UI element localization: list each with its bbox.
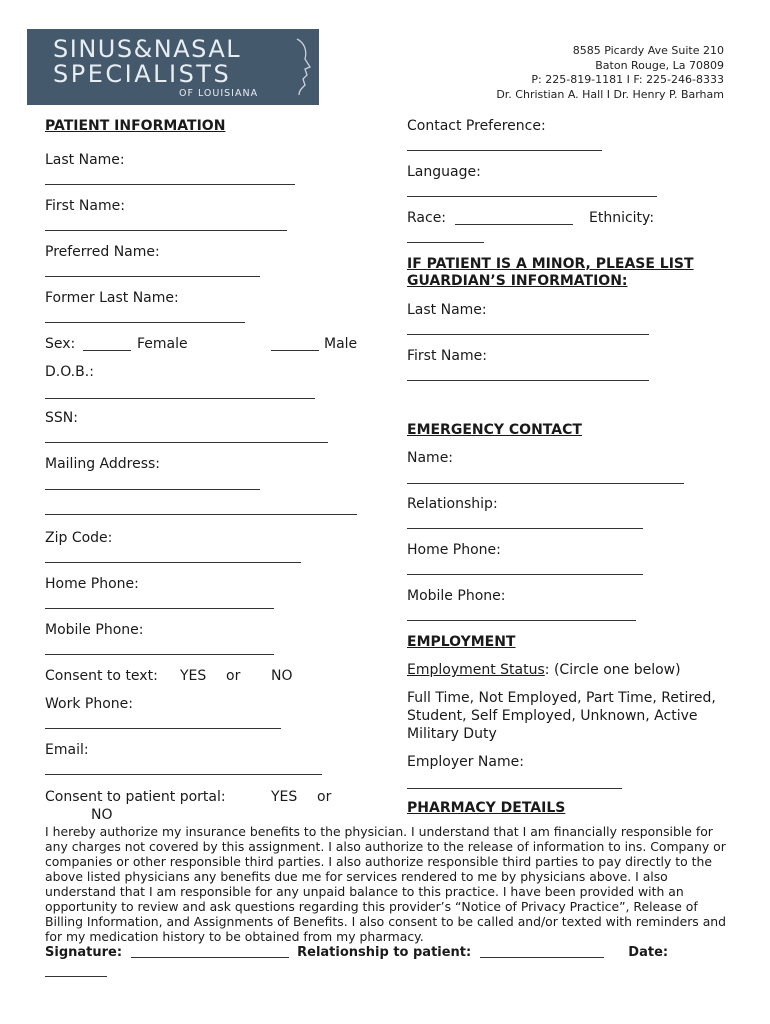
contact-preference-field[interactable] — [407, 150, 602, 151]
mailing-address-field-2[interactable] — [45, 514, 357, 515]
former-last-name-field[interactable] — [45, 322, 245, 323]
signature-field[interactable] — [131, 957, 289, 958]
emergency-name-field[interactable] — [407, 483, 684, 484]
minor-heading-line-2: GUARDIAN’S INFORMATION: — [407, 273, 628, 289]
consent-text-or: or — [226, 668, 241, 684]
mobile-phone-field[interactable] — [45, 654, 274, 655]
sex-label: Sex: — [45, 336, 76, 352]
mailing-address-label: Mailing Address: — [45, 456, 161, 472]
consent-text-label: Consent to text: — [45, 668, 158, 684]
relationship-to-patient-field[interactable] — [480, 957, 604, 958]
language-field[interactable] — [407, 196, 657, 197]
sex-female-field[interactable] — [83, 350, 131, 351]
last-name-label: Last Name: — [45, 152, 125, 168]
emergency-home-phone-field[interactable] — [407, 574, 643, 575]
language-label: Language: — [407, 164, 481, 180]
ethnicity-field[interactable] — [407, 242, 484, 243]
guardian-last-name-field[interactable] — [407, 334, 649, 335]
contact-preference-label: Contact Preference: — [407, 118, 546, 134]
employment-status-instruction: : (Circle one below) — [544, 662, 681, 678]
practice-logo — [27, 29, 319, 105]
race-label: Race: — [407, 210, 447, 226]
pharmacy-details-heading: PHARMACY DETAILS — [407, 800, 566, 816]
employment-status-label: Employment Status — [407, 662, 545, 678]
sex-male-field[interactable] — [271, 350, 319, 351]
emergency-relationship-label: Relationship: — [407, 496, 498, 512]
former-last-name-label: Former Last Name: — [45, 290, 179, 306]
address-city: Baton Rouge, La 70809 — [595, 58, 724, 72]
address-street: 8585 Picardy Ave Suite 210 — [572, 44, 724, 57]
ssn-label: SSN: — [45, 410, 78, 426]
signature-row — [45, 945, 668, 960]
date-field[interactable] — [45, 976, 107, 977]
dob-field[interactable] — [45, 398, 315, 399]
employment-status-line — [407, 662, 681, 678]
work-phone-field[interactable] — [45, 728, 281, 729]
home-phone-label: Home Phone: — [45, 576, 139, 592]
address-doctors: Dr. Christian A. Hall I Dr. Henry P. Barham — [496, 87, 724, 101]
male-label: Male — [324, 336, 358, 352]
date-label: Date: — [628, 945, 669, 960]
zip-code-field[interactable] — [45, 562, 301, 563]
consent-portal-yes[interactable]: YES — [271, 789, 298, 805]
relationship-to-patient-label: Relationship to patient: — [297, 945, 472, 960]
preferred-name-label: Preferred Name: — [45, 244, 160, 260]
employment-heading: EMPLOYMENT — [407, 634, 516, 650]
last-name-field[interactable] — [45, 184, 295, 185]
email-label: Email: — [45, 742, 89, 758]
consent-text-no[interactable]: NO — [271, 668, 293, 684]
first-name-label: First Name: — [45, 198, 125, 214]
dob-label: D.O.B.: — [45, 364, 94, 380]
employer-name-label: Employer Name: — [407, 754, 524, 770]
consent-portal-label: Consent to patient portal: — [45, 789, 226, 805]
emergency-relationship-field[interactable] — [407, 528, 643, 529]
home-phone-field[interactable] — [45, 608, 274, 609]
emergency-mobile-phone-field[interactable] — [407, 620, 636, 621]
consent-portal-or: or — [317, 789, 332, 805]
guardian-last-name-label: Last Name: — [407, 302, 487, 318]
logo-line-1: SINUS&NASAL — [53, 35, 242, 63]
logo-line-3: OF LOUISIANA — [179, 88, 259, 99]
preferred-name-field[interactable] — [45, 276, 260, 277]
ethnicity-label: Ethnicity: — [589, 210, 655, 226]
consent-text-yes[interactable]: YES — [180, 668, 207, 684]
minor-heading-line-1: IF PATIENT IS A MINOR, PLEASE LIST — [407, 256, 694, 272]
emergency-name-label: Name: — [407, 450, 454, 466]
emergency-contact-heading: EMERGENCY CONTACT — [407, 422, 582, 438]
first-name-field[interactable] — [45, 230, 287, 231]
logo-line-2: SPECIALISTS — [53, 60, 232, 88]
employer-name-field[interactable] — [407, 788, 622, 789]
ssn-field[interactable] — [45, 442, 328, 443]
address-phones: P: 225-819-1181 I F: 225-246-8333 — [531, 73, 724, 86]
consent-portal-no[interactable]: NO — [91, 807, 113, 823]
race-field[interactable] — [455, 224, 573, 225]
emergency-mobile-phone-label: Mobile Phone: — [407, 588, 506, 604]
profile-silhouette-icon — [293, 37, 313, 97]
female-label: Female — [137, 336, 188, 352]
mobile-phone-label: Mobile Phone: — [45, 622, 144, 638]
signature-label: Signature: — [45, 945, 123, 960]
practice-address — [496, 44, 724, 102]
work-phone-label: Work Phone: — [45, 696, 133, 712]
guardian-first-name-field[interactable] — [407, 380, 649, 381]
email-field[interactable] — [45, 774, 322, 775]
mailing-address-field-1[interactable] — [45, 489, 260, 490]
guardian-first-name-label: First Name: — [407, 348, 487, 364]
patient-information-heading: PATIENT INFORMATION — [45, 118, 226, 134]
authorization-paragraph: I hereby authorize my insurance benefits to the physician. I understand that I am financially responsible for any charges not covered by this assignment. I also authorize to the release of information to ins. Company or companies or other responsible third parties. I also authorize responsible third parties to pay directly to the above listed physicians any benefits due me for services rendered to me by physicians above. I also understand that I am responsible for any unpaid balance to this practice. I have been provided with an opportunity to review and ask questions regarding this provider’s “Notice of Privacy Practice”, Release of Billing Information, and Assignments of Benefits. I also consent to be called and/or texted with reminders and for my medication history to be obtained from my pharmacy. — [45, 824, 727, 944]
emergency-home-phone-label: Home Phone: — [407, 542, 501, 558]
employment-options[interactable]: Full Time, Not Employed, Part Time, Retired, Student, Self Employed, Unknown, Active Military Duty — [407, 690, 716, 742]
zip-code-label: Zip Code: — [45, 530, 113, 546]
